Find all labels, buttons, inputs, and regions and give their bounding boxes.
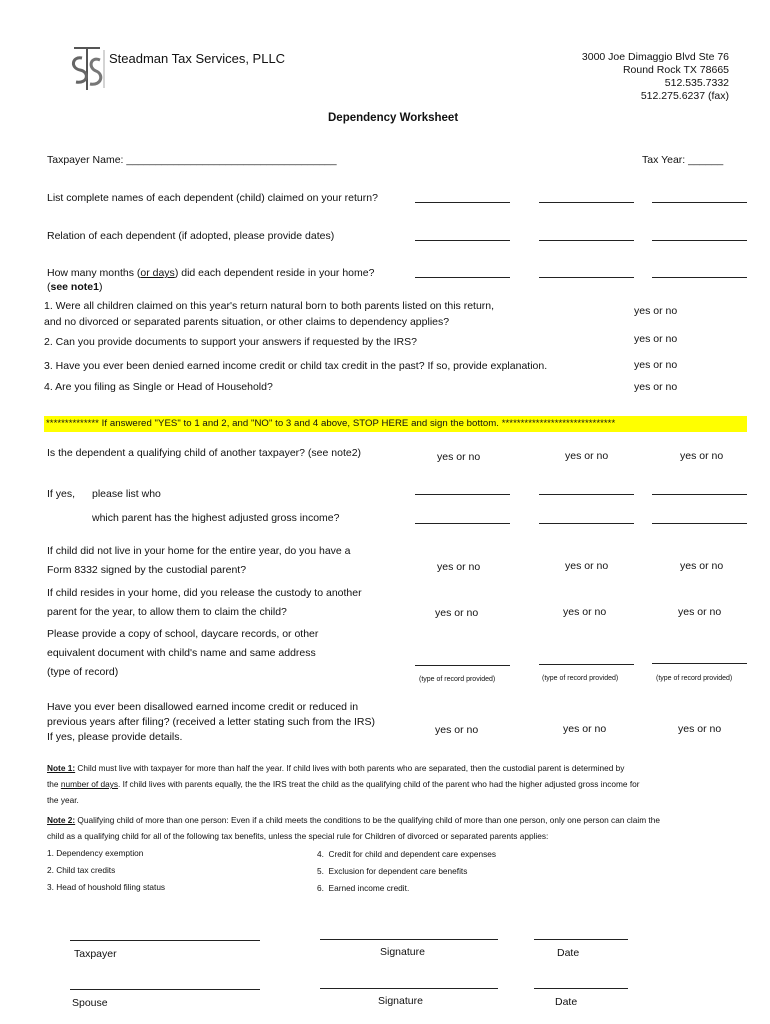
yes-or-no-option[interactable]: yes or no — [634, 305, 678, 317]
taxpayer-line[interactable] — [70, 940, 260, 941]
answer-line[interactable] — [415, 523, 510, 524]
question-months-note: (see note1) — [47, 281, 103, 293]
type-of-record-caption: (type of record provided) — [419, 676, 496, 683]
benefits-list-right — [317, 846, 496, 897]
question-records-type: (type of record) — [47, 666, 119, 678]
answer-line[interactable] — [539, 277, 634, 278]
question-records: Please provide a copy of school, daycare records, or other — [47, 628, 319, 640]
page-title: Dependency Worksheet — [328, 112, 459, 124]
list-item: 4. Credit for child and dependent care expenses — [317, 849, 496, 859]
signature-label: Signature — [380, 946, 425, 958]
note-1: Note 1: Child must live with taxpayer for more than half the year. If child lives with both parents who are separated, then the custodial parent is determined by the number of days. If child lives with parents equally, the the IRS treat the child as the qualifying child of the parent who had the higher adjusted gross income for the year. — [47, 763, 640, 805]
answer-line[interactable] — [415, 277, 510, 278]
answer-line[interactable] — [539, 202, 634, 203]
question-form-8332-cont: Form 8332 signed by the custodial parent? — [47, 564, 247, 576]
signature-label: Signature — [378, 995, 423, 1007]
yes-or-no-option[interactable]: yes or no — [634, 333, 678, 345]
question-form-8332: If child did not live in your home for the entire year, do you have a — [47, 545, 351, 557]
question-disallowed-details: If yes, please provide details. — [47, 731, 183, 743]
yes-or-no-option[interactable]: yes or no — [680, 450, 724, 462]
list-item: 5. Exclusion for dependent care benefits — [317, 866, 468, 876]
company-name: Steadman Tax Services, PLLC — [109, 51, 286, 66]
list-item: 1. Dependency exemption — [47, 848, 144, 858]
answer-line[interactable] — [652, 202, 747, 203]
benefits-list-left — [47, 845, 165, 896]
yes-or-no-option[interactable]: yes or no — [634, 359, 678, 371]
question-3: 3. Have you ever been denied earned income credit or child tax credit in the past? If so, provide explanation. — [44, 360, 548, 372]
taxpayer-date-line[interactable] — [534, 939, 628, 940]
address-line-2: Round Rock TX 78665 — [622, 64, 729, 76]
yes-or-no-option[interactable]: yes or no — [563, 606, 607, 618]
spouse-signature-line[interactable] — [320, 988, 498, 989]
yes-or-no-option[interactable]: yes or no — [678, 723, 722, 735]
tax-year-field[interactable]: Tax Year: ______ — [642, 154, 724, 166]
yes-or-no-option[interactable]: yes or no — [435, 724, 479, 736]
yes-or-no-option[interactable]: yes or no — [678, 606, 722, 618]
date-label: Date — [555, 996, 578, 1008]
answer-line[interactable] — [539, 240, 634, 241]
taxpayer-label: Taxpayer — [74, 948, 117, 960]
stop-here-banner: ************** If answered "YES" to 1 and 2, and "NO" to 3 and 4 above, STOP HERE and sign the bottom. ****************************** — [46, 418, 616, 429]
question-1: 1. Were all children claimed on this year's return natural born to both parents listed on this return, — [44, 300, 495, 312]
yes-or-no-option[interactable]: yes or no — [437, 451, 481, 463]
answer-line[interactable] — [652, 494, 747, 495]
answer-line[interactable] — [415, 240, 510, 241]
spouse-label: Spouse — [72, 997, 108, 1009]
address-line-1: 3000 Joe Dimaggio Blvd Ste 76 — [581, 51, 729, 63]
list-item: 2. Child tax credits — [47, 865, 116, 875]
company-logo — [66, 44, 108, 94]
question-disallowed-cont: previous years after filing? (received a letter stating such from the IRS) — [47, 716, 375, 728]
which-parent: which parent has the highest adjusted gross income? — [92, 512, 340, 524]
taxpayer-signature-line[interactable] — [320, 939, 498, 940]
question-custody: If child resides in your home, did you release the custody to another — [47, 587, 362, 599]
answer-line[interactable] — [652, 240, 747, 241]
question-names: List complete names of each dependent (child) claimed on your return? — [47, 192, 378, 204]
yes-or-no-option[interactable]: yes or no — [634, 381, 678, 393]
question-records-cont: equivalent document with child's name and same address — [47, 647, 316, 659]
question-qualifying-child: Is the dependent a qualifying child of another taxpayer? (see note2) — [47, 447, 362, 459]
answer-line[interactable] — [652, 663, 747, 664]
question-months: How many months (or days) did each dependent reside in your home? — [47, 267, 375, 279]
fax: 512.275.6237 (fax) — [640, 90, 729, 102]
yes-or-no-option[interactable]: yes or no — [437, 561, 481, 573]
if-yes-label: If yes, — [47, 488, 76, 500]
answer-line[interactable] — [415, 494, 510, 495]
answer-line[interactable] — [652, 523, 747, 524]
answer-line[interactable] — [539, 523, 634, 524]
yes-or-no-option[interactable]: yes or no — [565, 560, 609, 572]
question-2: 2. Can you provide documents to support your answers if requested by the IRS? — [44, 336, 417, 348]
answer-line[interactable] — [415, 202, 510, 203]
question-disallowed: Have you ever been disallowed earned income credit or reduced in — [47, 701, 359, 713]
answer-line[interactable] — [539, 664, 634, 665]
question-4: 4. Are you filing as Single or Head of Household? — [44, 381, 273, 393]
list-item: 3. Head of houshold filing status — [47, 882, 166, 892]
taxpayer-name-field[interactable]: Taxpayer Name: ____________________________________ — [47, 154, 337, 166]
type-of-record-caption: (type of record provided) — [656, 675, 733, 682]
yes-or-no-option[interactable]: yes or no — [563, 723, 607, 735]
question-1-cont: and no divorced or separated parents situation, or other claims to dependency applies? — [44, 316, 450, 328]
list-item: 6. Earned income credit. — [317, 883, 410, 893]
type-of-record-caption: (type of record provided) — [542, 675, 619, 682]
answer-line[interactable] — [415, 665, 510, 666]
answer-line[interactable] — [652, 277, 747, 278]
yes-or-no-option[interactable]: yes or no — [565, 450, 609, 462]
yes-or-no-option[interactable]: yes or no — [435, 607, 479, 619]
note-2: Note 2: Qualifying child of more than one person: Even if a child meets the conditions to be the qualifying child of more than one person, only one person can claim the child as a qualifying child for all of the following tax benefits, unless the special rule for Children of divorced or separated parents applies: — [47, 815, 660, 841]
date-label: Date — [557, 947, 580, 959]
yes-or-no-option[interactable]: yes or no — [680, 560, 724, 572]
spouse-date-line[interactable] — [534, 988, 628, 989]
phone: 512.535.7332 — [664, 77, 729, 89]
spouse-line[interactable] — [70, 989, 260, 990]
please-list-who: please list who — [92, 488, 161, 500]
question-relation: Relation of each dependent (if adopted, please provide dates) — [47, 230, 335, 242]
answer-line[interactable] — [539, 494, 634, 495]
question-custody-cont: parent for the year, to allow them to claim the child? — [47, 606, 287, 618]
